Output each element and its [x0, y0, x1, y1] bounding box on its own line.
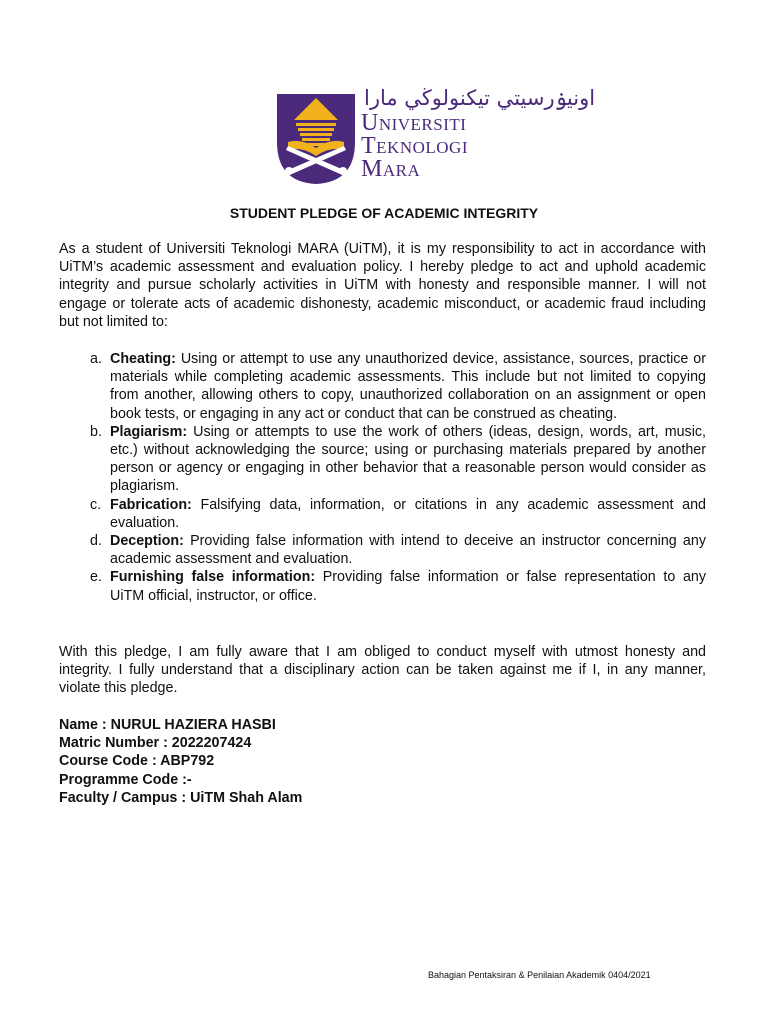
- footer-reference: Bahagian Pentaksiran & Penilaian Akademik 0404/2021: [428, 970, 651, 980]
- list-text: Falsifying data, information, or citations in any academic assessment and evaluation.: [110, 496, 706, 531]
- detail-programme-code: Programme Code :-: [59, 771, 192, 788]
- list-marker: e.: [90, 569, 102, 586]
- list-marker: d.: [90, 533, 102, 550]
- list-marker: b.: [90, 423, 102, 440]
- list-marker: a.: [90, 351, 102, 367]
- list-term: Furnishing false information:: [110, 569, 316, 586]
- list-text: Using or attempt to use any unauthorized device, assistance, sources, practice or materials while completing academic assessments. This include but not limited to copying from another, allowing others to copy, unauthorized collaboration on an assignment or open book tests, or engaging in any act or conduct that can be construed as cheating.: [110, 351, 706, 422]
- logo-university-name: [361, 112, 468, 181]
- uitm-logo: [276, 84, 596, 186]
- student-details: [59, 716, 302, 807]
- detail-faculty-campus: Faculty / Campus : UiTM Shah Alam: [59, 789, 303, 806]
- document-title: STUDENT PLEDGE OF ACADEMIC INTEGRITY: [229, 205, 539, 221]
- list-text: Using or attempts to use the work of others (ideas, design, words, art, music, etc.) without acknowledging the source; using or purchasing materials prepared by another person or agency or engaging in other behavior that a reasonable person would consider as plagiarism.: [110, 423, 706, 495]
- list-text: Providing false information with intend to deceive an instructor concerning any academic assessment and evaluation.: [110, 533, 706, 568]
- list-term: Fabrication:: [110, 496, 192, 513]
- list-item: [90, 350, 706, 423]
- list-term: Plagiarism:: [110, 423, 188, 440]
- list-item: [90, 496, 706, 532]
- uitm-crest-icon: [276, 84, 356, 186]
- misconduct-list: [90, 350, 706, 605]
- logo-jawi-text: اونيۏرسيتي تيكنولوڬي مارا: [364, 86, 596, 110]
- list-marker: c.: [90, 496, 102, 513]
- detail-name: Name : NURUL HAZIERA HASBI: [59, 717, 276, 733]
- list-item: [90, 568, 706, 604]
- intro-paragraph: As a student of Universiti Teknologi MARA (UiTM), it is my responsibility to act in accordance with UiTM’s academic assessment and evaluation policy. I hereby pledge to act and uphold academic integrity and pursue scholarly activities in UiTM with honesty and responsible manner. I will not engage or tolerate acts of academic dishonesty, academic misconduct, or academic fraud including but not limited to:: [59, 241, 706, 330]
- list-item: [90, 532, 706, 568]
- list-term: Cheating:: [110, 351, 176, 367]
- detail-matric-number: Matric Number : 2022207424: [59, 735, 252, 752]
- list-term: Deception:: [110, 533, 184, 550]
- list-text: Providing false information or false representation to any UiTM official, instructor, or office.: [110, 569, 706, 604]
- logo-name-line: Mara: [361, 156, 421, 182]
- logo-name-line: Universiti: [361, 110, 467, 136]
- detail-course-code: Course Code : ABP792: [59, 753, 215, 770]
- logo-name-line: Teknologi: [361, 133, 468, 159]
- list-item: [90, 423, 706, 496]
- closing-paragraph: With this pledge, I am fully aware that I am obliged to conduct myself with utmost honesty and integrity. I fully understand that a disciplinary action can be taken against me if I, in any manner, violate this pledge.: [59, 644, 706, 697]
